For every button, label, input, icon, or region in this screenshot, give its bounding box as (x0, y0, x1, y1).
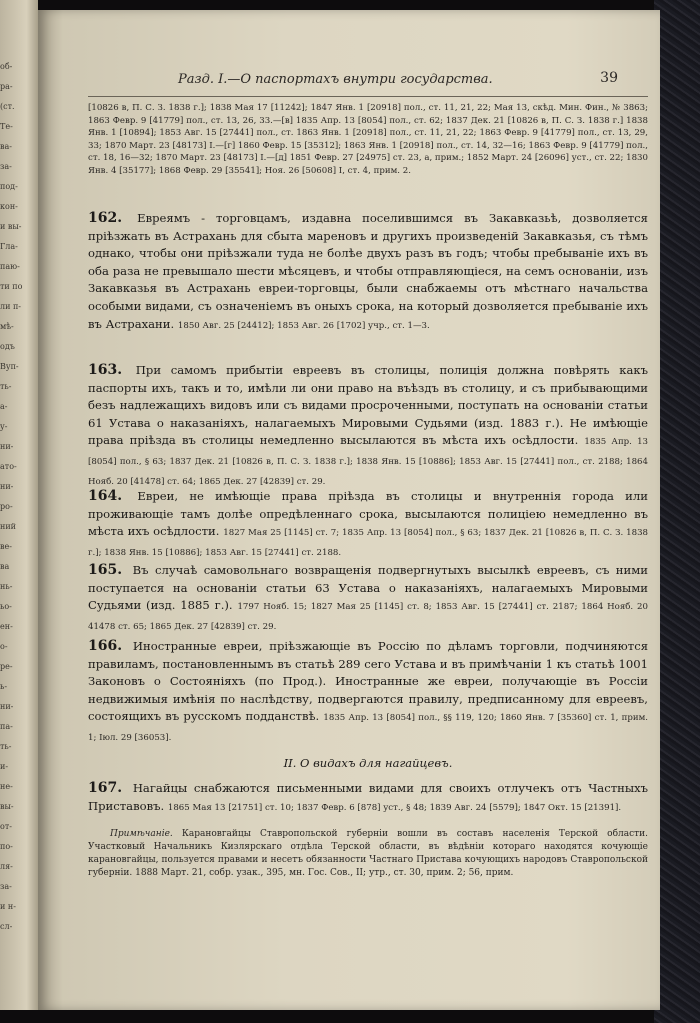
left-page-line: ни- (0, 702, 14, 711)
article-number: 162. (88, 210, 123, 226)
citation-block: [10826 в, П. С. З. 1838 г.]; 1838 Мая 17 [11242]; 1847 Янв. 1 [20918] пол., ст. 11, 21, 22; Мая 13, скѣд. Мин. Фин., № 3863; 1863 Февр. 9 [41779] пол., ст. 13, 26, 33.—[в] 1835 Апр. 13 [8054] пол., ст. 62; 1837 Дек. 21 [10826 в, П. С. З. 1838 г.] 1838 Янв. 1 [10894]; 1853 Авг. 15 [27441] пол., ст. 1863 Янв. 1 [20918] пол., ст. 11, 21, 22; 1863 Февр. 9 [41779] пол., ст. 13, 29, 33; 1870 Март. 23 [48173] I.—[г] 1860 Февр. 15 [35312]; 1863 Янв. 1 [20918] пол., ст. 14, 32—16; 1863 Февр. 9 [41779] пол., ст. 18, 16—32; 1870 Март. 23 [48173] I.—[д] 1851 Февр. 27 [24975] ст. 23, а, прим.; 1852 Март. 24 [26096] уст., ст. 22; 1830 Янв. 4 [35177]; 1868 Февр. 29 [35541]; Ноя. 26 [50608] I, ст. 4, прим. 2. (88, 103, 648, 176)
left-page-line: и н- (0, 902, 16, 911)
article-text: Нагайцы снабжаются письменными видами для своихъ отлучекъ отъ Частныхъ Приставовъ. (88, 781, 649, 813)
article-refs: 1865 Мая 13 [21751] ст. 10; 1837 Февр. 6 [878] уст., § 48; 1839 Авг. 24 [5579]; 1847 Окт. 15 [21391]. (167, 802, 622, 813)
article-refs: 1835 Апр. 13 [8054] пол., §§ 119, 120; 1860 Янв. 7 [35360] ст. 1, прим. 1; Іюл. 29 [36053]. (88, 713, 649, 743)
article-number: 163. (88, 362, 123, 378)
left-page-line: ни- (0, 442, 14, 451)
article-text: Въ случаѣ самовольнаго возвращенія подвергнутыхъ высылкѣ евреевъ, съ ними поступается на основаніи статьи 63 Устава о наказаніяхъ, налагаемыхъ Мировыми Судьями (изд. 1885 г.). (88, 563, 649, 613)
left-page-line: ре- (0, 662, 13, 671)
article-167 (88, 780, 648, 817)
left-page-line: ть- (0, 382, 12, 391)
book-cover-edge (654, 0, 700, 1023)
left-page-line: паю- (0, 262, 20, 271)
left-page-line: ти по (0, 282, 23, 291)
left-page-line: одъ (0, 342, 15, 351)
article-refs: 1835 Апр. 13 [8054] пол., § 63; 1837 Дек. 21 [10826 в, П. С. З. 1838 г.]; 1838 Янв. 15 [10886]; 1853 Авг. 15 [27441] пол., ст. 2188; 1864 Нояб. 20 [41478] ст. 64; 1865 Дек. 27 [42839] ст. 29. (88, 437, 648, 487)
header-title: Разд. I.—О паспортахъ внутри государства. (178, 72, 493, 87)
note-label: Примѣчаніе. (110, 829, 173, 839)
left-page-line: ний (0, 522, 16, 531)
left-page-line: па- (0, 722, 13, 731)
left-page-line: ра- (0, 82, 13, 91)
left-page-line: ва- (0, 142, 12, 151)
left-page-line: о- (0, 642, 8, 651)
left-page-line: по- (0, 842, 13, 851)
left-page-line: ро- (0, 502, 13, 511)
article-number: 164. (88, 488, 123, 504)
left-page-line: Те- (0, 122, 13, 131)
article-165 (88, 562, 648, 636)
left-facing-page (0, 0, 38, 1010)
left-page-line: а- (0, 402, 8, 411)
article-number: 165. (88, 562, 123, 578)
book-page (38, 10, 660, 1010)
left-page-line: вы- (0, 802, 14, 811)
article-166 (88, 638, 648, 748)
left-page-line: (ст. (0, 102, 15, 111)
left-page-line: мѣ- (0, 322, 14, 331)
article-refs: 1797 Нояб. 15; 1827 Мая 25 [1145] ст. 8; 1853 Авг. 15 [27441] ст. 2187; 1864 Нояб. 20 41478 ст. 65; 1865 Дек. 27 [42839] ст. 29. (88, 602, 648, 632)
left-page-line: не- (0, 782, 13, 791)
article-text: При самомъ прибытіи евреевъ въ столицы, полиція должна повѣрять какъ паспорты ихъ, такъ и то, имѣли ли они право на въѣздъ въ столицу, и съ прибывающими безъ надлежащихъ видовъ или съ видами просроченными, поступать на основаніи статьи 61 Устава о наказаніяхъ, налагаемыхъ Мировыми Судьями (изд. 1883 г.). Не имѣющіе права пріѣзда въ столицы немедленно высылаются въ мѣста ихъ осѣдлости. (88, 363, 648, 448)
article-text: Евреи, не имѣющіе права пріѣзда въ столицы и внутреннія города или проживающіе тамъ долѣе опредѣленнаго срока, высылаются полиціею немедленно въ мѣста ихъ осѣдлости. (88, 489, 648, 539)
left-page-line: ля- (0, 862, 13, 871)
left-page-line: ве- (0, 542, 12, 551)
article-text: Евреямъ - торговцамъ, издавна поселившимся въ Закавказьѣ, дозволяется пріѣзжать въ Астрахань для сбыта мареновъ и другихъ произведеній Закавказья, съ тѣмъ однако, чтобы они пріѣзжали туда не болѣе двухъ разъ въ годъ; чтобы пребываніе ихъ въ оба раза не превышало шести мѣсяцевъ, и чтобы отправляющіеся, на семъ основаніи, изъ Закавказья въ Астрахань евреи-торговцы, были снабжаемы отъ мѣстнаго начальства особыми видами, съ означеніемъ въ оныхъ срока, на который дозволяется пребываніе ихъ въ Астрахани. (88, 211, 648, 331)
left-page-line: кон- (0, 202, 18, 211)
left-page-line: ь- (0, 682, 8, 691)
left-page-line: от- (0, 822, 12, 831)
header-rule (88, 96, 648, 97)
left-page-line: за- (0, 882, 12, 891)
left-page-line: ни- (0, 482, 14, 491)
article-162 (88, 210, 648, 335)
left-page-line: сл- (0, 922, 13, 931)
article-refs: 1827 Мая 25 [1145] ст. 7; 1835 Апр. 13 [8054] пол., § 63; 1837 Дек. 21 [10826 в, П. С. З. 1838 г.]; 1838 Янв. 15 [10886]; 1853 Авг. 15 [27441] ст. 2188. (88, 528, 649, 558)
article-167-note (88, 828, 648, 880)
left-page-line: Вуп- (0, 362, 19, 371)
left-page-line: и- (0, 762, 9, 771)
article-164 (88, 488, 648, 562)
left-page-line: ли п- (0, 302, 21, 311)
left-page-line: Гла- (0, 242, 18, 251)
left-page-line: об- (0, 62, 13, 71)
article-text: Иностранные евреи, пріѣзжающіе въ Россію по дѣламъ торговли, подчиняются правиламъ, постановленнымъ въ статьѣ 289 сего Устава и въ примѣчаніи 1 къ статьѣ 1001 Законовъ о Состояніяхъ (по Прод.). Иностранные же евреи, получающіе въ Россіи недвижимыя имѣнія по наслѣдству, подвергаются правилу, предписанному для евреевъ, состоящихъ въ русскомъ подданствѣ. (88, 639, 649, 724)
left-page-line: у- (0, 422, 8, 431)
left-page-line: ьо- (0, 602, 12, 611)
note-text: Карановгайцы Ставропольской губерніи вошли въ составъ населенія Терской области. Участковый Начальникъ Кизлярскаго отдѣла Терской области, въ вѣдѣніи котораго находятся кочующіе карановгайцы, пользуется правами и несетъ обязанности Частнаго Пристава кочующихъ народовъ Ставропольской губерніи. 1888 Март. 21, собр. узак., 395, мн. Гос. Сов., II; утр., ст. 30, прим. 2; 56, прим. (88, 829, 648, 878)
page-number: 39 (600, 70, 618, 86)
article-refs: 1850 Авг. 25 [24412]; 1853 Авг. 26 [1702] учр., ст. 1—3. (177, 320, 430, 331)
left-page-line: и вы- (0, 222, 22, 231)
article-163 (88, 362, 648, 491)
section-heading: II. О видахъ для нагайцевъ. (283, 756, 453, 770)
left-page-line: за- (0, 162, 12, 171)
left-page-line: под- (0, 182, 18, 191)
left-page-line: ато- (0, 462, 17, 471)
left-page-line: ен- (0, 622, 13, 631)
article-number: 167. (88, 780, 123, 796)
left-page-line: ть- (0, 742, 12, 751)
left-page-line: ва (0, 562, 10, 571)
article-number: 166. (88, 638, 123, 654)
left-page-line: нь- (0, 582, 13, 591)
running-header (178, 72, 618, 92)
